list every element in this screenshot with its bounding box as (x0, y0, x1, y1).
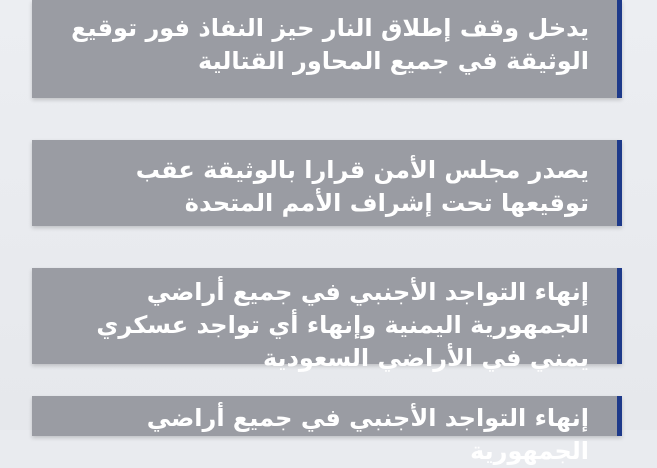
clause-text: إنهاء التواجد الأجنبي في جميع أراضي الجمهورية (146, 404, 589, 465)
clause-text: يصدر مجلس الأمن قرارا بالوثيقة عقب توقيعها تحت إشراف الأمم المتحدة (135, 156, 589, 217)
clause-card-foreign-presence (32, 268, 622, 372)
clause-card-foreign-presence-partial (32, 396, 622, 465)
clause-card-security-council (32, 140, 622, 226)
clause-card-ceasefire (32, 0, 622, 98)
clause-text: إنهاء التواجد الأجنبي في جميع أراضي الجمهورية اليمنية وإنهاء أي تواجد عسكري يمني في الأراضي السعودية (96, 278, 589, 372)
clause-text: يدخل وقف إطلاق النار حيز النفاذ فور توقيع الوثيقة في جميع المحاور القتالية (71, 14, 589, 75)
